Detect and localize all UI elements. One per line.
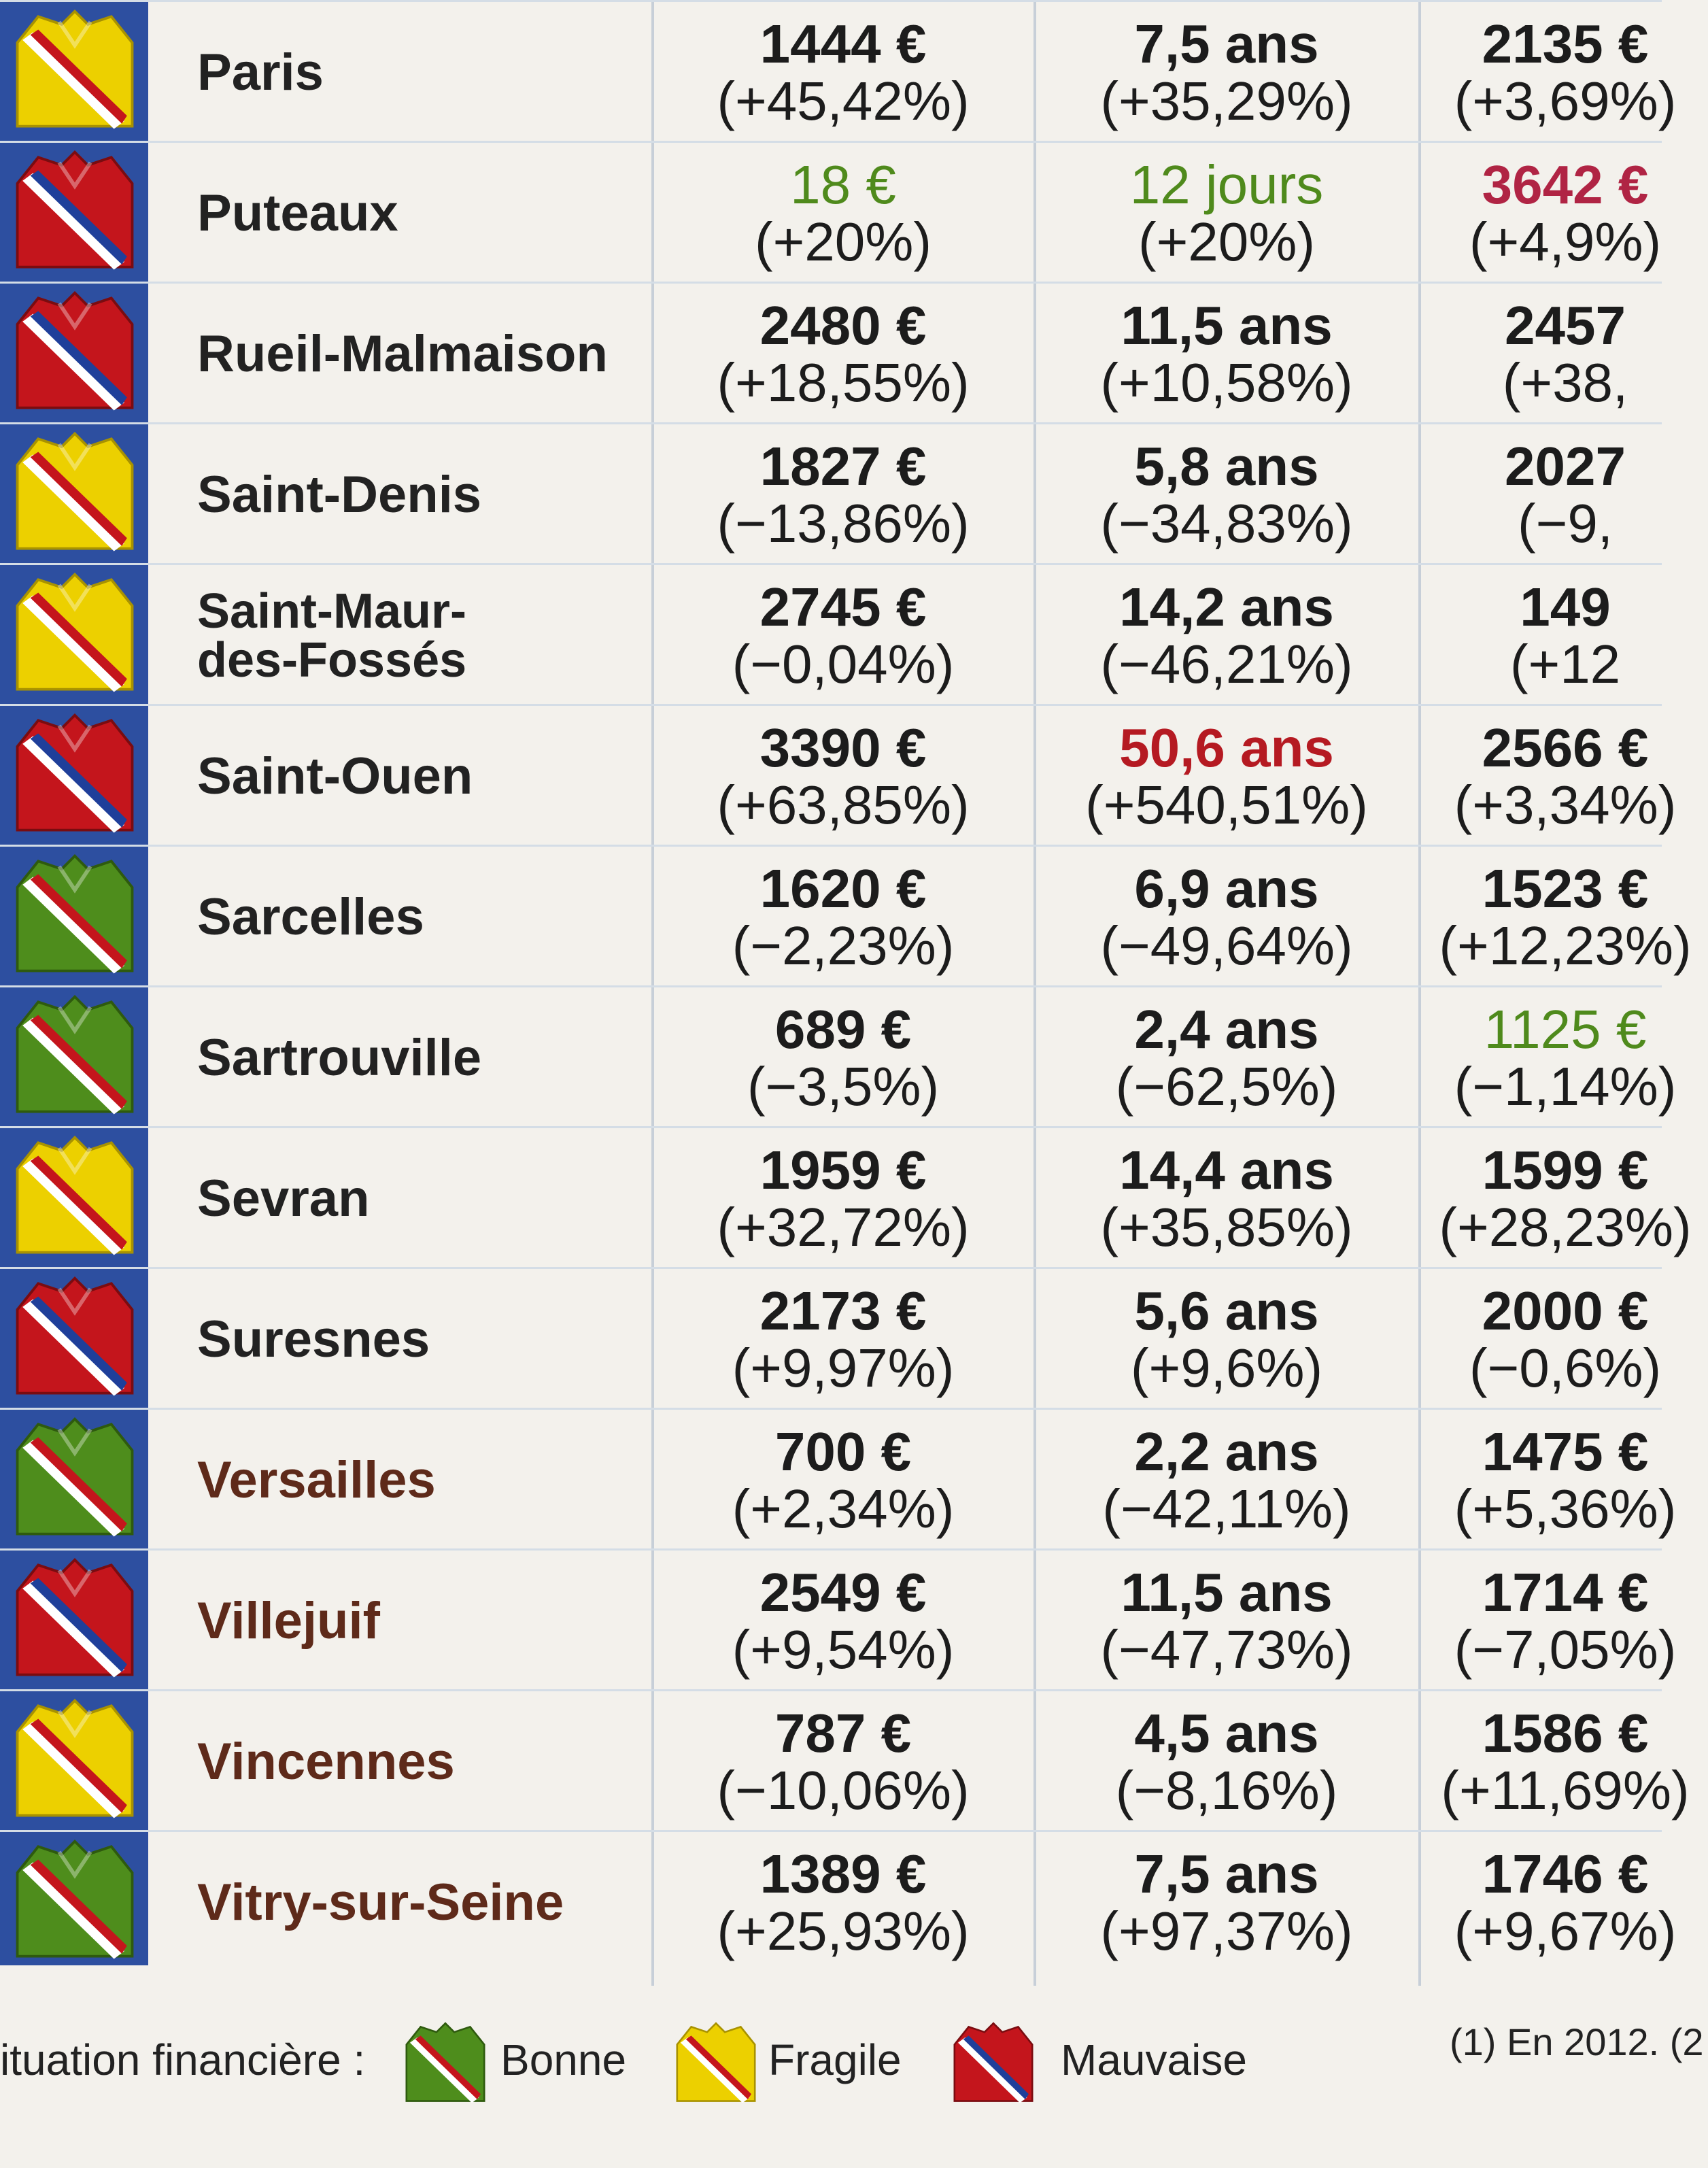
cell-value: 1125 € <box>1484 998 1647 1060</box>
sash-icon-mauvaise <box>5 147 144 277</box>
cell-value: 2,2 ans <box>1134 1421 1319 1482</box>
sash-icon-mauvaise <box>942 2020 1044 2108</box>
cell-change: (−0,04%) <box>732 633 955 694</box>
cell-value: 1620 € <box>759 858 927 919</box>
cell-change: (+9,67%) <box>1454 1900 1677 1961</box>
cell-value: 2027 <box>1505 435 1626 496</box>
city-name: Paris <box>197 43 324 101</box>
c3-cell <box>1422 1551 1708 1691</box>
city-name: Sevran <box>197 1169 370 1227</box>
cell-value: 689 € <box>774 998 912 1060</box>
cell-change: (−0,6%) <box>1469 1337 1662 1398</box>
cell-change: (+2,34%) <box>732 1478 955 1539</box>
cell-value: 14,4 ans <box>1119 1139 1334 1200</box>
cell-value: 12 jours <box>1129 154 1324 215</box>
c3-cell <box>1422 987 1708 1128</box>
legend-title: ituation financière : <box>0 2035 366 2084</box>
cell-change: (−47,73%) <box>1100 1619 1353 1680</box>
sash-icon-fragile <box>5 569 144 700</box>
c3-cell <box>1422 565 1708 706</box>
c2-cell <box>1036 1128 1417 1269</box>
cell-change: (−13,86%) <box>717 492 970 554</box>
table-row <box>0 1548 1677 1689</box>
table-row <box>0 1126 1692 1267</box>
city-name: Saint-Denis <box>197 465 482 524</box>
table-row <box>0 1267 1662 1408</box>
cell-change: (+18,55%) <box>717 352 970 413</box>
cell-change: (−1,14%) <box>1454 1055 1677 1117</box>
city-name: Vincennes <box>197 1732 455 1791</box>
table-row <box>0 282 1662 422</box>
c3-cell <box>1422 1269 1708 1410</box>
c3-cell <box>1422 424 1708 565</box>
cell-change: (+3,69%) <box>1454 70 1677 131</box>
cell-change: (+10,58%) <box>1100 352 1353 413</box>
cell-value: 1523 € <box>1482 858 1649 919</box>
cell-change: (+4,9%) <box>1469 211 1662 272</box>
c2-cell <box>1036 847 1417 987</box>
city-name: Saint-Maur-des-Fossés <box>197 583 467 688</box>
c2-cell <box>1036 706 1417 847</box>
cell-change: (−46,21%) <box>1100 633 1353 694</box>
cell-value: 7,5 ans <box>1134 13 1319 74</box>
c2-cell <box>1036 1551 1417 1691</box>
sash-icon-mauvaise <box>5 1273 144 1404</box>
cell-change: (+25,93%) <box>717 1900 970 1961</box>
cell-change: (−34,83%) <box>1100 492 1353 554</box>
city-name: Puteaux <box>197 184 398 242</box>
cell-change: (+540,51%) <box>1085 774 1368 835</box>
cell-change: (+3,34%) <box>1454 774 1677 835</box>
c3-cell <box>1422 1691 1708 1832</box>
city-name: Villejuif <box>197 1591 380 1650</box>
c1-cell <box>653 2 1034 143</box>
c2-cell <box>1036 2 1417 143</box>
cell-change: (+12,23%) <box>1439 915 1692 976</box>
cell-change: (−8,16%) <box>1115 1759 1338 1820</box>
legend-fragile: Fragile <box>768 2035 902 2084</box>
cell-value: 6,9 ans <box>1134 858 1319 919</box>
table-row <box>0 1408 1677 1548</box>
cell-value: 2,4 ans <box>1134 998 1319 1060</box>
c3-cell <box>1422 847 1708 987</box>
legend-bonne: Bonne <box>500 2035 627 2084</box>
cell-value: 2457 <box>1505 294 1626 356</box>
cell-value: 2000 € <box>1482 1280 1649 1341</box>
cell-change: (+63,85%) <box>717 774 970 835</box>
c2-cell <box>1036 1269 1417 1410</box>
city-name: Suresnes <box>197 1310 430 1368</box>
cell-value: 5,6 ans <box>1134 1280 1319 1341</box>
sash-icon-mauvaise <box>5 710 144 841</box>
sash-icon-bonne <box>5 851 144 981</box>
cell-value: 11,5 ans <box>1121 294 1333 356</box>
cell-value: 1389 € <box>759 1843 927 1904</box>
cell-value: 11,5 ans <box>1121 1561 1333 1623</box>
table-row <box>0 1689 1690 1830</box>
c1-cell <box>653 987 1034 1128</box>
c1-cell <box>653 847 1034 987</box>
cell-change: (+35,29%) <box>1100 70 1353 131</box>
cell-value: 787 € <box>774 1702 912 1763</box>
cell-value: 2135 € <box>1482 13 1649 74</box>
cell-change: (+9,54%) <box>732 1619 955 1680</box>
sash-icon-fragile <box>5 428 144 559</box>
c1-cell <box>653 565 1034 706</box>
city-name: Sartrouville <box>197 1028 482 1087</box>
cell-change: (+28,23%) <box>1439 1196 1692 1257</box>
cell-change: (−49,64%) <box>1100 915 1353 976</box>
sash-icon-mauvaise <box>5 1555 144 1685</box>
sash-icon-bonne <box>5 1414 144 1544</box>
c1-cell <box>653 1551 1034 1691</box>
cell-change: (−42,11%) <box>1102 1478 1351 1539</box>
cell-change: (−3,5%) <box>747 1055 940 1117</box>
c1-cell <box>653 284 1034 424</box>
sash-icon-fragile <box>5 6 144 137</box>
cell-value: 1599 € <box>1482 1139 1649 1200</box>
cell-change: (+9,6%) <box>1130 1337 1323 1398</box>
table-row <box>0 0 1677 141</box>
table-row <box>0 563 1662 704</box>
sash-icon-bonne <box>5 1836 144 1967</box>
cell-change: (+9,97%) <box>732 1337 955 1398</box>
footnote: (1) En 2012. (2 <box>1450 2020 1704 2063</box>
c3-cell <box>1422 706 1708 847</box>
c2-cell <box>1036 284 1417 424</box>
sash-icon-fragile <box>665 2020 767 2108</box>
cell-value: 1444 € <box>759 13 927 74</box>
sash-icon-fragile <box>5 1695 144 1826</box>
cell-value: 5,8 ans <box>1134 435 1319 496</box>
sash-icon-fragile <box>5 1132 144 1263</box>
cell-change: (+97,37%) <box>1100 1900 1353 1961</box>
legend <box>0 1993 1704 2168</box>
cell-value: 2480 € <box>759 294 927 356</box>
c3-cell <box>1422 1128 1708 1269</box>
cell-value: 149 <box>1520 576 1611 637</box>
cell-change: (+38, <box>1502 352 1628 413</box>
cell-value: 3642 € <box>1482 154 1649 215</box>
c1-cell <box>653 1128 1034 1269</box>
cell-change: (−2,23%) <box>732 915 955 976</box>
cell-value: 7,5 ans <box>1134 1843 1319 1904</box>
cell-value: 1959 € <box>759 1139 927 1200</box>
cell-change: (+11,69%) <box>1441 1759 1690 1820</box>
cell-value: 3390 € <box>759 717 927 778</box>
cell-change: (+35,85%) <box>1100 1196 1353 1257</box>
legend-mauvaise: Mauvaise <box>1061 2035 1247 2084</box>
city-name: Versailles <box>197 1451 436 1509</box>
c3-cell <box>1422 1832 1708 1973</box>
cell-change: (−9, <box>1517 492 1613 554</box>
cell-value: 1586 € <box>1482 1702 1649 1763</box>
cell-value: 2566 € <box>1482 717 1649 778</box>
c3-cell <box>1422 2 1708 143</box>
c1-cell <box>653 424 1034 565</box>
c2-cell <box>1036 1691 1417 1832</box>
cell-value: 1475 € <box>1482 1421 1649 1482</box>
table-row <box>0 845 1692 985</box>
cell-change: (+45,42%) <box>717 70 970 131</box>
cell-value: 14,2 ans <box>1119 576 1334 637</box>
cell-value: 2549 € <box>759 1561 927 1623</box>
c2-cell <box>1036 1832 1417 1973</box>
c3-cell <box>1422 1410 1708 1551</box>
cell-value: 2745 € <box>759 576 927 637</box>
c2-cell <box>1036 424 1417 565</box>
cell-change: (+20%) <box>1138 211 1316 272</box>
table-row <box>0 141 1662 282</box>
c2-cell <box>1036 143 1417 284</box>
cell-value: 50,6 ans <box>1119 717 1334 778</box>
c3-cell <box>1422 143 1708 284</box>
table-row <box>0 985 1677 1126</box>
sash-icon-bonne <box>5 992 144 1122</box>
table-row <box>0 704 1677 845</box>
c1-cell <box>653 1269 1034 1410</box>
cell-change: (+5,36%) <box>1454 1478 1677 1539</box>
city-name: Saint-Ouen <box>197 747 473 805</box>
cell-change: (+12 <box>1509 633 1621 694</box>
sash-icon-mauvaise <box>5 288 144 418</box>
c2-cell <box>1036 987 1417 1128</box>
cell-change: (+32,72%) <box>717 1196 970 1257</box>
cell-value: 700 € <box>774 1421 912 1482</box>
city-name: Sarcelles <box>197 887 424 946</box>
cell-value: 4,5 ans <box>1134 1702 1319 1763</box>
cell-value: 2173 € <box>759 1280 927 1341</box>
cell-value: 1746 € <box>1482 1843 1649 1904</box>
table-row <box>0 1830 1677 1971</box>
cell-value: 1714 € <box>1482 1561 1649 1623</box>
table-row <box>0 422 1662 563</box>
sash-icon-bonne <box>394 2020 496 2108</box>
c1-cell <box>653 1410 1034 1551</box>
cell-change: (−62,5%) <box>1115 1055 1338 1117</box>
c3-cell <box>1422 284 1708 424</box>
c1-cell <box>653 143 1034 284</box>
c1-cell <box>653 1832 1034 1973</box>
c1-cell <box>653 1691 1034 1832</box>
cell-value: 1827 € <box>759 435 927 496</box>
cell-change: (+20%) <box>754 211 932 272</box>
c1-cell <box>653 706 1034 847</box>
cell-change: (−10,06%) <box>717 1759 970 1820</box>
cell-value: 18 € <box>790 154 896 215</box>
cell-change: (−7,05%) <box>1454 1619 1677 1680</box>
c2-cell <box>1036 1410 1417 1551</box>
city-name: Rueil-Malmaison <box>197 324 608 383</box>
c2-cell <box>1036 565 1417 706</box>
city-name: Vitry-sur-Seine <box>197 1873 564 1931</box>
